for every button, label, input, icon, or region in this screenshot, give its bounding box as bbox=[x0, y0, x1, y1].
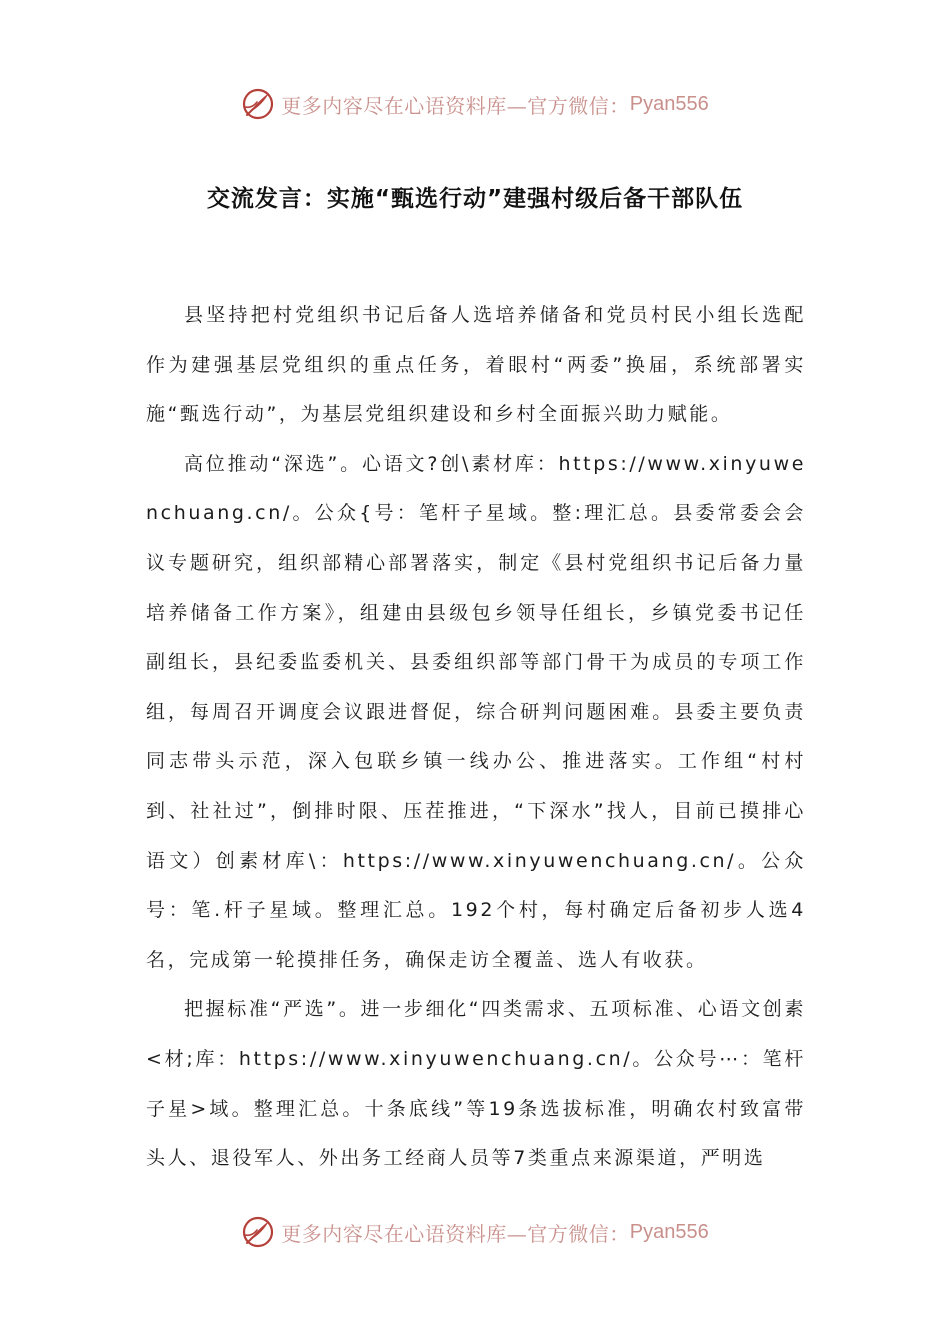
document-title: 交流发言：实施“甄选行动”建强村级后备干部队伍 bbox=[206, 186, 744, 212]
quill-pen-logo-icon bbox=[241, 1215, 275, 1249]
banner-text: 更多内容尽在心语资料库—官方微信： bbox=[281, 1221, 630, 1246]
footer-banner bbox=[0, 1212, 950, 1252]
paragraph: 高位推动“深选”。心语文?创\素材库：https://www.xinyuwenchuang.cn/。公众{号：笔杆子星域。整:理汇总。县委常委会会议专题研究，组织部精心部署落实，制定《县村党组织书记后备力量培养储备工作方案》，组建由县级包乡领导任组长，乡镇党委书记任副组长，县纪委监委机关、县委组织部等部门骨干为成员的专项工作组，每周召开调度会议跟进督促，综合研判问题困难。县委主要负责同志带头示范，深入包联乡镇一线办公、推进落实。工作组“村村到、社社过”，倒排时限、压茬推进，“下深水”找人，目前已摸排心语文）创素材库\：https://www.xinyuwenchuang.cn/。公众号：笔.杆子星域。整理汇总。192个村，每村确定后备初步人选4名，完成第一轮摸排任务，确保走访全覆盖、选人有收获。 bbox=[146, 452, 806, 971]
document-body bbox=[146, 291, 806, 1184]
banner-wechat-id: Pyan556 bbox=[629, 1220, 709, 1243]
banner-wechat-id: Pyan556 bbox=[629, 92, 709, 115]
banner-text: 更多内容尽在心语资料库—官方微信： bbox=[281, 93, 630, 118]
paragraph: 县坚持把村党组织书记后备人选培养储备和党员村民小组长选配作为建强基层党组织的重点任务，着眼村“两委”换届，系统部署实施“甄选行动”，为基层党组织建设和乡村全面振兴助力赋能。 bbox=[146, 304, 806, 426]
quill-pen-logo-icon bbox=[241, 87, 275, 121]
paragraph: 把握标准“严选”。进一步细化“四类需求、五项标准、心语文创素<材;库：https://www.xinyuwenchuang.cn/。公众号⋯：笔杆子星>域。整理汇总。十条底线”等19条选拔标准，明确农村致富带头人、退役军人、外出务工经商人员等7类重点来源渠道，严明选 bbox=[146, 998, 806, 1170]
header-banner bbox=[0, 84, 950, 124]
